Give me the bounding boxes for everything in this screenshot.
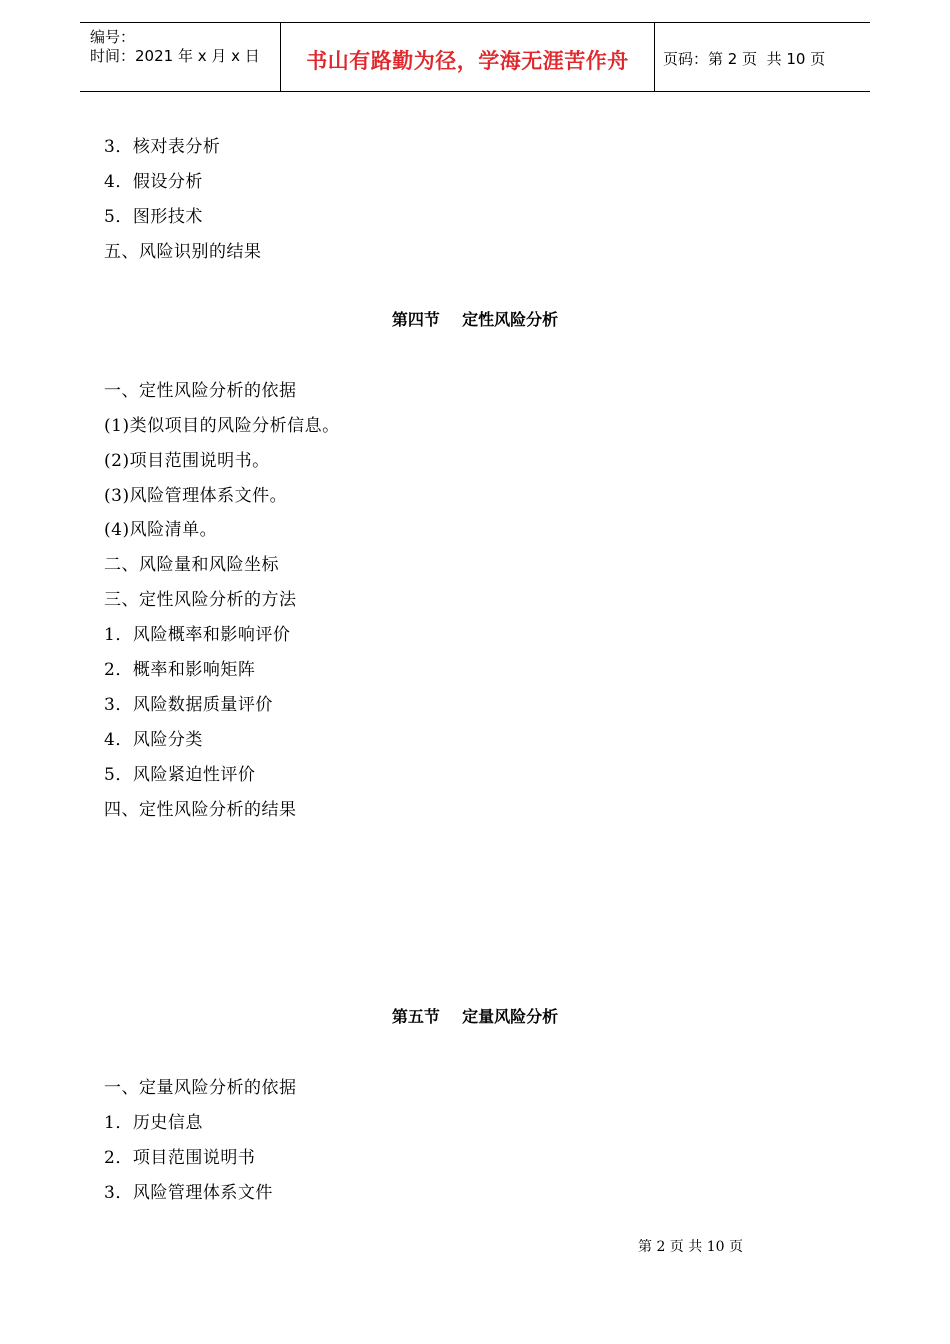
list-item: (4)风险清单。 xyxy=(104,520,218,540)
header-page-cell xyxy=(655,23,870,91)
list-item: 3．风险数据质量评价 xyxy=(104,695,273,715)
document-date-label: 时间：2021 年 x 月 x 日 xyxy=(90,47,260,65)
list-item: (1)类似项目的风险分析信息。 xyxy=(104,416,340,436)
section-title: 第四节 定性风险分析 xyxy=(391,310,559,329)
list-item: 四、定性风险分析的结果 xyxy=(104,800,297,820)
list-item: (2)项目范围说明书。 xyxy=(104,451,270,471)
list-item: 二、风险量和风险坐标 xyxy=(104,555,279,575)
list-item: 4．假设分析 xyxy=(104,172,203,192)
list-item: 5．图形技术 xyxy=(104,207,203,227)
list-item: 1．历史信息 xyxy=(104,1113,203,1133)
section-title: 第五节 定量风险分析 xyxy=(391,1007,559,1026)
list-item: 五、风险识别的结果 xyxy=(104,242,262,262)
page-header xyxy=(80,22,870,92)
page-footer: 第 2 页 共 10 页 xyxy=(638,1239,743,1255)
document-number-label: 编号： xyxy=(90,28,136,46)
list-item: 2．概率和影响矩阵 xyxy=(104,660,256,680)
list-item: 2．项目范围说明书 xyxy=(104,1148,256,1168)
list-item: 5．风险紧迫性评价 xyxy=(104,765,256,785)
header-meta-cell xyxy=(80,23,281,91)
list-item: 1．风险概率和影响评价 xyxy=(104,625,291,645)
list-item: (3)风险管理体系文件。 xyxy=(104,486,288,506)
header-motto-cell xyxy=(281,23,655,91)
header-page-info: 页码：第 2 页 共 10 页 xyxy=(663,50,826,68)
list-item: 三、定性风险分析的方法 xyxy=(104,590,297,610)
list-item: 4．风险分类 xyxy=(104,730,203,750)
list-item: 3．核对表分析 xyxy=(104,137,221,157)
list-item: 一、定量风险分析的依据 xyxy=(104,1078,297,1098)
list-item: 一、定性风险分析的依据 xyxy=(104,381,297,401)
list-item: 3．风险管理体系文件 xyxy=(104,1183,273,1203)
header-motto: 书山有路勤为径，学海无涯苦作舟 xyxy=(306,49,629,73)
